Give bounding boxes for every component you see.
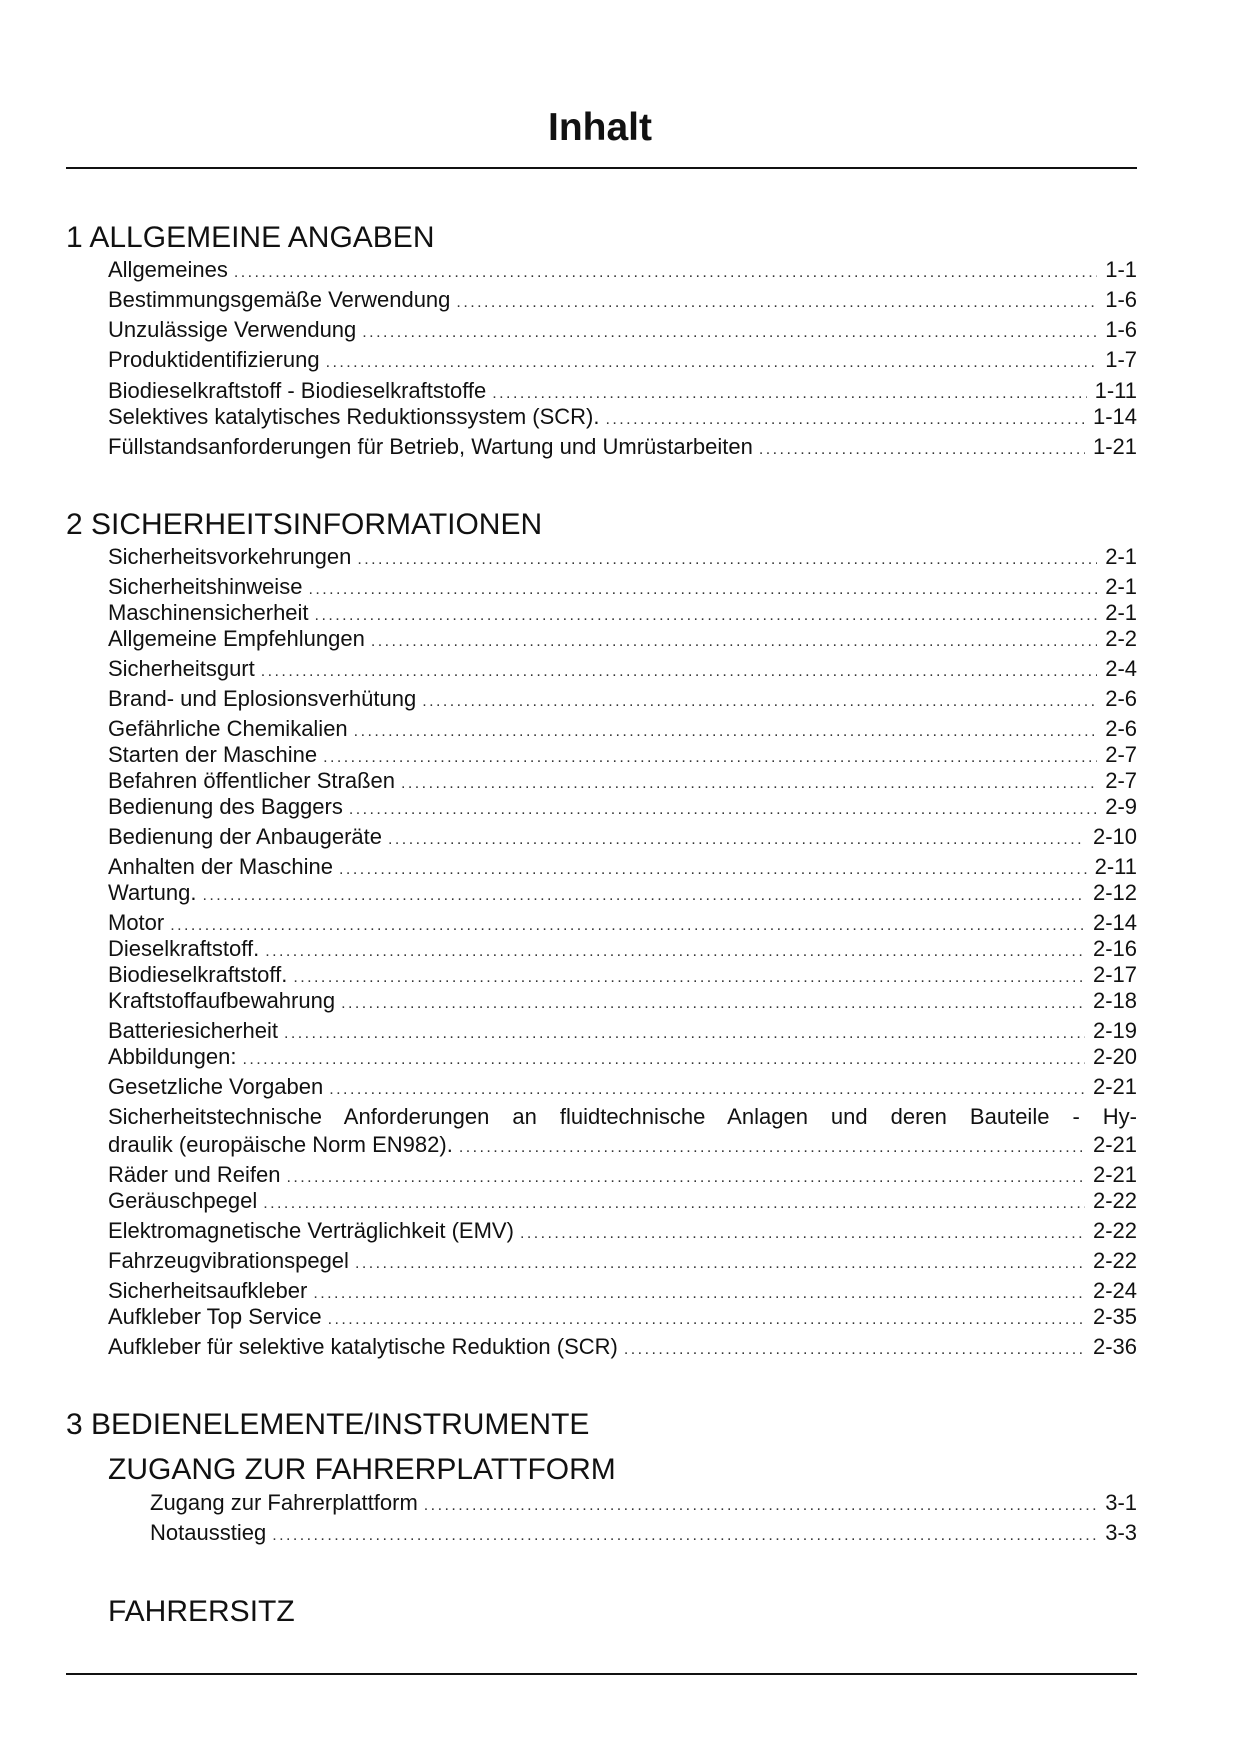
toc-entry-page: 2-10 [1092,824,1137,849]
toc-entry-page: 2-1 [1105,600,1137,625]
toc-entry-title: Füllstandsanforderungen für Betrieb, Wartung und Umrüstarbeiten [108,434,753,459]
toc-entry-page: 1-1 [1105,257,1137,282]
dot-leader [371,625,1097,655]
toc-entry-page: 2-1 [1105,544,1137,569]
toc-entry-page: 2-22 [1092,1218,1137,1243]
toc-entry[interactable] [108,1131,1137,1161]
toc-entry-title: Gesetzliche Vorgaben [108,1074,324,1099]
toc-entry-page: 2-2 [1105,626,1137,651]
toc-entry-page: 2-22 [1092,1248,1137,1273]
toc-entry[interactable] [150,1519,1137,1549]
toc-entry[interactable] [108,625,1137,655]
toc-entry-title: Sicherheitsvorkehrungen [108,544,352,569]
toc-entry-title: Zugang zur Fahrerplattform [150,1490,418,1515]
toc-entry-title: Abbildungen: [108,1044,237,1069]
toc-entry[interactable] [108,1333,1137,1363]
dot-leader [202,879,1085,909]
toc-entry[interactable] [108,403,1137,433]
toc-entry[interactable] [108,655,1137,685]
toc-entry-title: Elektromagnetische Verträglichkeit (EMV) [108,1218,514,1243]
toc-entry-title: Aufkleber Top Service [108,1304,322,1329]
dot-leader [328,1303,1085,1333]
dot-leader [272,1519,1097,1549]
toc-entry-page: 1-14 [1092,404,1137,429]
toc-entry-page: 2-22 [1092,1188,1137,1213]
dot-leader [261,655,1097,685]
dot-leader [459,1131,1085,1161]
toc-entry-page: 2-20 [1092,1044,1137,1069]
toc-entry-title: Dieselkraftstoff. [108,936,260,961]
toc-entry-title: Produktidentifizierung [108,347,320,372]
dot-leader [263,1187,1085,1217]
toc-entry-title: Aufkleber für selektive katalytische Reduktion (SCR) [108,1334,618,1359]
chapter-heading: 1 ALLGEMEINE ANGABEN [66,221,435,254]
toc-entry[interactable] [108,1043,1137,1073]
dot-leader [355,1247,1085,1277]
dot-leader [759,433,1085,463]
toc-entry[interactable] [108,256,1137,286]
toc-entry-title: Starten der Maschine [108,742,318,767]
chapter-heading: 2 SICHERHEITSINFORMATIONEN [66,508,543,541]
toc-entry[interactable] [108,316,1137,346]
dot-leader [520,1217,1085,1247]
toc-entry-title: Sicherheitsaufkleber [108,1278,308,1303]
toc-entry-title: Biodieselkraftstoff. [108,962,288,987]
toc-entry-page: 2-24 [1092,1278,1137,1303]
toc-entry-title: Befahren öffentlicher Straßen [108,768,395,793]
toc-entry-page: 2-21 [1092,1132,1137,1157]
toc-entry[interactable] [108,1187,1137,1217]
toc-entry-page: 2-14 [1092,910,1137,935]
dot-leader [456,286,1097,316]
toc-entry-page: 2-6 [1105,686,1137,711]
toc-entry-page: 1-6 [1105,287,1137,312]
toc-entry-page: 1-6 [1105,317,1137,342]
dot-leader [424,1489,1097,1519]
section-heading: FAHRERSITZ [108,1595,295,1628]
toc-entry-page: 2-4 [1105,656,1137,681]
toc-entry-page: 2-12 [1092,880,1137,905]
toc-entry-title: Unzulässige Verwendung [108,317,357,342]
toc-entry-title: Batteriesicherheit [108,1018,278,1043]
top-divider [66,167,1137,169]
toc-entry-page: 2-17 [1092,962,1137,987]
toc-entry[interactable] [108,286,1137,316]
toc-entry-wrapped-line[interactable]: Sicherheitstechnische Anforderungen an fluidtechnische Anlagen und deren Bauteile - Hy- [108,1104,1137,1129]
dot-leader [357,543,1097,573]
toc-entry-page: 2-6 [1105,716,1137,741]
dot-leader [606,403,1085,433]
toc-entry-title: Brand- und Eplosionsverhütung [108,686,417,711]
toc-entry-page: 2-36 [1092,1334,1137,1359]
dot-leader [242,1043,1085,1073]
toc-entry-page: 2-19 [1092,1018,1137,1043]
dot-leader [326,346,1098,376]
toc-entry-page: 1-21 [1092,434,1137,459]
toc-entry-page: 2-18 [1092,988,1137,1013]
toc-entry-page: 2-1 [1105,574,1137,599]
toc-entry-title: Bedienung der Anbaugeräte [108,824,383,849]
toc-entry-title: Bestimmungsgemäße Verwendung [108,287,451,312]
toc-entry-page: 3-3 [1105,1520,1137,1545]
toc-entry-page: 1-7 [1105,347,1137,372]
toc-entry-title: Bedienung des Baggers [108,794,343,819]
toc-entry-title: Geräuschpegel [108,1188,258,1213]
dot-leader [362,316,1097,346]
toc-entry-page: 2-7 [1105,768,1137,793]
toc-entry[interactable] [108,1073,1137,1103]
dot-leader [234,256,1097,286]
toc-entry[interactable] [108,1303,1137,1333]
dot-leader [422,685,1097,715]
toc-entry[interactable] [108,685,1137,715]
section-heading: ZUGANG ZUR FAHRERPLATTFORM [108,1453,616,1486]
toc-entry-title: Sicherheitshinweise [108,574,303,599]
toc-entry-page: 2-11 [1094,854,1137,879]
toc-entry[interactable] [108,1247,1137,1277]
toc-entry[interactable] [108,987,1137,1017]
toc-entry-title: Gefährliche Chemikalien [108,716,348,741]
bottom-divider [66,1673,1137,1675]
toc-entry[interactable] [108,433,1137,463]
dot-leader [329,1073,1085,1103]
chapter-heading: 3 BEDIENELEMENTE/INSTRUMENTE [66,1408,590,1441]
dot-leader [341,987,1085,1017]
toc-entry-title: Motor [108,910,165,935]
toc-entry-title: draulik (europäische Norm EN982). [108,1132,453,1157]
toc-entry-title: Anhalten der Maschine [108,854,334,879]
toc-entry-title: Biodieselkraftstoff - Biodieselkraftstoffe [108,378,487,403]
dot-leader [388,823,1085,853]
toc-entry-title: Allgemeines [108,257,228,282]
toc-entry-page: 2-21 [1092,1162,1137,1187]
toc-entry-page: 1-11 [1094,378,1137,403]
toc-entry-page: 2-21 [1092,1074,1137,1099]
page-title: Inhalt [548,106,652,149]
toc-entry-title: Notausstieg [150,1520,267,1545]
toc-entry[interactable] [108,1217,1137,1247]
toc-entry-title: Räder und Reifen [108,1162,281,1187]
toc-entry-title: Selektives katalytisches Reduktionssystem (SCR). [108,404,600,429]
toc-entry[interactable] [150,1489,1137,1519]
toc-entry-page: 2-35 [1092,1304,1137,1329]
toc-entry-page: 3-1 [1105,1490,1137,1515]
dot-leader [624,1333,1085,1363]
toc-entry-page: 2-16 [1092,936,1137,961]
toc-entry-title: Fahrzeugvibrationspegel [108,1248,349,1273]
toc-entry-title: Wartung. [108,880,197,905]
toc-entry-title: Kraftstoffaufbewahrung [108,988,336,1013]
toc-entry[interactable] [108,879,1137,909]
dot-leader [349,793,1097,823]
toc-entry[interactable] [108,823,1137,853]
toc-entry[interactable] [108,543,1137,573]
toc-entry-page: 2-9 [1105,794,1137,819]
toc-entry-page: 2-7 [1105,742,1137,767]
toc-entry-title: Maschinensicherheit [108,600,309,625]
toc-entry[interactable] [108,346,1137,376]
toc-entry-title: Sicherheitsgurt [108,656,255,681]
toc-entry-title: Allgemeine Empfehlungen [108,626,365,651]
toc-entry[interactable] [108,793,1137,823]
